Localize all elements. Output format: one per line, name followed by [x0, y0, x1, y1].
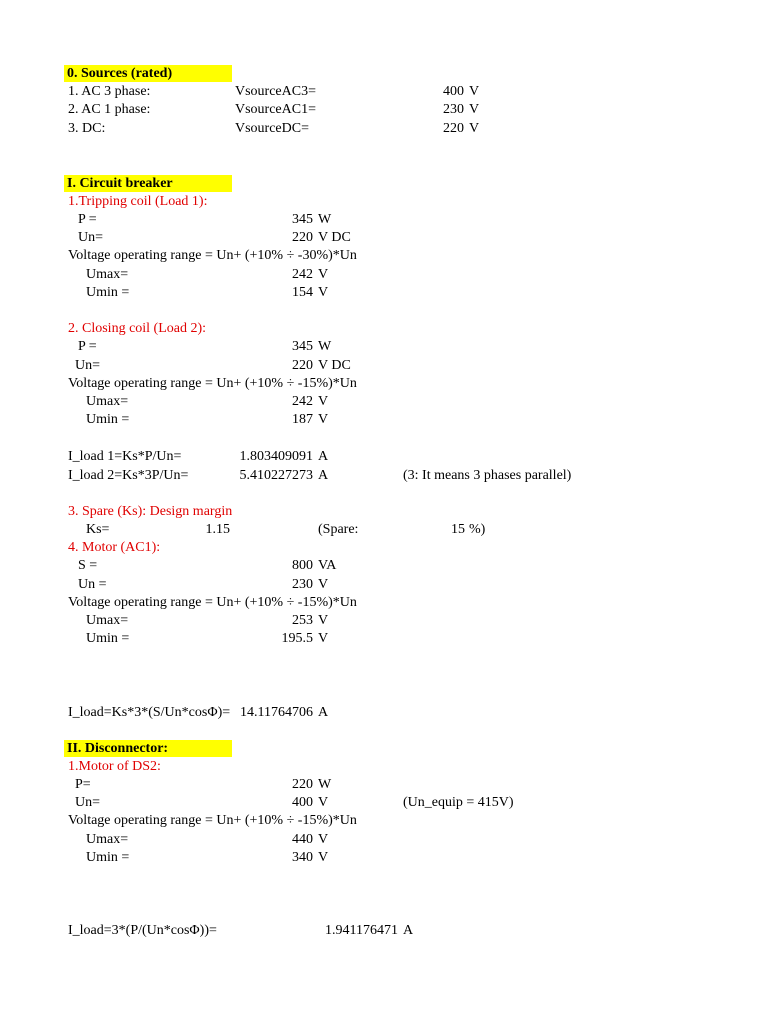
source-ac3-unit: V — [469, 84, 480, 99]
ds2-iload-label: I_load=3*(P/(Un*cosΦ))= — [68, 923, 217, 938]
tripping-p-unit: W — [318, 212, 332, 227]
source-dc-unit: V — [469, 121, 480, 136]
sources-heading: 0. Sources (rated) — [64, 65, 232, 82]
tripping-umin-unit: V — [318, 285, 329, 300]
tripping-voltage-range: Voltage operating range = Un+ (+10% ÷ -30%)*Un — [68, 248, 357, 263]
source-ac3-value: 400 — [443, 84, 464, 99]
ks-value: 1.15 — [205, 522, 230, 537]
ds2-iload-unit: A — [403, 923, 414, 938]
motor-un-value: 230 — [292, 577, 313, 592]
motor-umin-label: Umin = — [86, 631, 130, 646]
tripping-umax-unit: V — [318, 267, 329, 282]
ds2-umin-label: Umin = — [86, 850, 130, 865]
closing-p-value: 345 — [292, 339, 313, 354]
iload2-unit: A — [318, 468, 329, 483]
motor-umax-unit: V — [318, 613, 329, 628]
spare-label: (Spare: — [318, 522, 359, 537]
ds2-p-unit: W — [318, 777, 332, 792]
motor-s-unit: VA — [318, 558, 337, 573]
iload2-note: (3: It means 3 phases parallel) — [403, 468, 572, 483]
closing-un-label: Un= — [75, 358, 101, 373]
ds2-p-value: 220 — [292, 777, 313, 792]
source-dc-label: 3. DC: — [68, 121, 106, 136]
spare-unit: %) — [469, 522, 486, 537]
motor-umax-value: 253 — [292, 613, 313, 628]
closing-umin-unit: V — [318, 412, 329, 427]
ds2-umax-unit: V — [318, 832, 329, 847]
ds2-un-value: 400 — [292, 795, 313, 810]
closing-umin-label: Umin = — [86, 412, 130, 427]
closing-umax-value: 242 — [292, 394, 313, 409]
closing-umin-value: 187 — [292, 412, 313, 427]
tripping-un-unit: V DC — [318, 230, 351, 245]
source-dc-value: 220 — [443, 121, 464, 136]
spare-value: 15 — [451, 522, 465, 537]
motor-umax-label: Umax= — [86, 613, 129, 628]
tripping-umax-value: 242 — [292, 267, 313, 282]
iload2-value: 5.410227273 — [239, 468, 313, 483]
closing-un-unit: V DC — [318, 358, 351, 373]
closing-umax-unit: V — [318, 394, 329, 409]
source-ac1-unit: V — [469, 102, 480, 117]
source-dc-name: VsourceDC= — [235, 121, 309, 136]
motor-iload-value: 14.11764706 — [240, 705, 313, 720]
ds2-un-unit: V — [318, 795, 329, 810]
closing-p-label: P = — [78, 339, 97, 354]
tripping-umin-value: 154 — [292, 285, 313, 300]
ds2-motor-title: 1.Motor of DS2: — [68, 759, 161, 774]
tripping-un-value: 220 — [292, 230, 313, 245]
motor-umin-unit: V — [318, 631, 329, 646]
closing-p-unit: W — [318, 339, 332, 354]
ds2-umax-value: 440 — [292, 832, 313, 847]
source-ac3-label: 1. AC 3 phase: — [68, 84, 151, 99]
ds2-voltage-range: Voltage operating range = Un+ (+10% ÷ -15%)*Un — [68, 813, 357, 828]
ds2-un-label: Un= — [75, 795, 101, 810]
motor-s-label: S = — [78, 558, 98, 573]
motor-ac1-title: 4. Motor (AC1): — [68, 540, 161, 555]
ds2-umin-unit: V — [318, 850, 329, 865]
motor-umin-value: 195.5 — [281, 631, 313, 646]
tripping-un-label: Un= — [78, 230, 104, 245]
tripping-p-label: P = — [78, 212, 97, 227]
breaker-heading: I. Circuit breaker — [64, 175, 232, 192]
spare-title: 3. Spare (Ks): Design margin — [68, 504, 233, 519]
closing-coil-title: 2. Closing coil (Load 2): — [68, 321, 207, 336]
motor-iload-unit: A — [318, 705, 329, 720]
source-ac1-value: 230 — [443, 102, 464, 117]
closing-umax-label: Umax= — [86, 394, 129, 409]
tripping-p-value: 345 — [292, 212, 313, 227]
tripping-umin-label: Umin = — [86, 285, 130, 300]
source-ac1-label: 2. AC 1 phase: — [68, 102, 151, 117]
source-ac3-name: VsourceAC3= — [235, 84, 316, 99]
ds2-umax-label: Umax= — [86, 832, 129, 847]
disconnector-heading: II. Disconnector: — [64, 740, 232, 757]
iload1-unit: A — [318, 449, 329, 464]
tripping-coil-title: 1.Tripping coil (Load 1): — [68, 194, 208, 209]
ds2-un-note: (Un_equip = 415V) — [403, 795, 514, 810]
motor-voltage-range: Voltage operating range = Un+ (+10% ÷ -15%)*Un — [68, 595, 357, 610]
iload2-label: I_load 2=Ks*3P/Un= — [68, 468, 189, 483]
ds2-iload-value: 1.941176471 — [325, 923, 398, 938]
closing-un-value: 220 — [292, 358, 313, 373]
iload1-label: I_load 1=Ks*P/Un= — [68, 449, 182, 464]
source-ac1-name: VsourceAC1= — [235, 102, 316, 117]
motor-iload-label: I_load=Ks*3*(S/Un*cosΦ)= — [68, 705, 231, 720]
motor-un-label: Un = — [78, 577, 107, 592]
ks-label: Ks= — [86, 522, 110, 537]
tripping-umax-label: Umax= — [86, 267, 129, 282]
motor-un-unit: V — [318, 577, 329, 592]
ds2-umin-value: 340 — [292, 850, 313, 865]
ds2-p-label: P= — [75, 777, 91, 792]
closing-voltage-range: Voltage operating range = Un+ (+10% ÷ -15%)*Un — [68, 376, 357, 391]
motor-s-value: 800 — [292, 558, 313, 573]
iload1-value: 1.803409091 — [239, 449, 313, 464]
